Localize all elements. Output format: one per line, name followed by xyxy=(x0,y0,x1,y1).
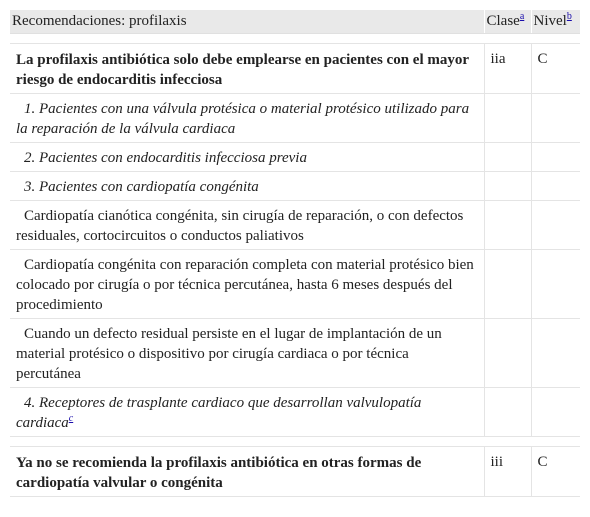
header-row xyxy=(10,10,580,34)
table-row xyxy=(10,44,580,94)
recommendations-table-container xyxy=(10,10,580,497)
table-row xyxy=(10,94,580,143)
nivel-cell xyxy=(531,172,580,201)
header-nivel-label: Nivel xyxy=(533,13,567,29)
table-row xyxy=(10,201,580,250)
clase-cell xyxy=(484,201,531,250)
table-row xyxy=(10,319,580,388)
table-row xyxy=(10,250,580,319)
nivel-cell xyxy=(531,143,580,172)
recommendation-text: Cardiopatía cianótica congénita, sin cirugía de reparación, o con defectos residuales, cortocircuitos o conductos paliativos xyxy=(10,201,484,250)
clase-cell xyxy=(484,143,531,172)
nivel-cell xyxy=(531,94,580,143)
clase-cell: iii xyxy=(484,447,531,497)
nivel-cell xyxy=(531,201,580,250)
nivel-cell xyxy=(531,319,580,388)
recommendation-text: Ya no se recomienda la profilaxis antibiótica en otras formas de cardiopatía valvular o congénita xyxy=(10,447,484,497)
nivel-cell xyxy=(531,388,580,437)
header-recomendaciones-label: Recomendaciones: profilaxis xyxy=(12,13,187,29)
spacer-row xyxy=(10,437,580,447)
table-row xyxy=(10,143,580,172)
clase-cell xyxy=(484,388,531,437)
table-header xyxy=(10,10,580,34)
header-nivel xyxy=(531,10,580,34)
table-row xyxy=(10,388,580,437)
recommendations-table xyxy=(10,10,580,497)
recommendation-text: La profilaxis antibiótica solo debe emplearse en pacientes con el mayor riesgo de endocarditis infecciosa xyxy=(10,44,484,94)
spacer-row xyxy=(10,34,580,44)
recommendation-text: 1. Pacientes con una válvula protésica o material protésico utilizado para la reparación de la válvula cardiaca xyxy=(10,94,484,143)
footnote-link-a[interactable]: a xyxy=(519,11,525,22)
recommendation-text: 3. Pacientes con cardiopatía congénita xyxy=(10,172,484,201)
clase-cell xyxy=(484,250,531,319)
nivel-cell: C xyxy=(531,44,580,94)
clase-cell xyxy=(484,172,531,201)
recommendation-text: Cardiopatía congénita con reparación completa con material protésico bien colocado por cirugía o por técnica percutánea, hasta 6 meses después del procedimiento xyxy=(10,250,484,319)
clase-cell xyxy=(484,94,531,143)
recommendation-text: 2. Pacientes con endocarditis infecciosa previa xyxy=(10,143,484,172)
header-clase-label: Clase xyxy=(486,13,520,29)
recommendation-cell xyxy=(10,388,484,437)
clase-cell xyxy=(484,319,531,388)
header-clase xyxy=(484,10,531,34)
footnote-link-c[interactable]: c xyxy=(68,413,74,424)
recommendation-text: Cuando un defecto residual persiste en el lugar de implantación de un material protésico o dispositivo por cirugía cardiaca o por técnica percutánea xyxy=(10,319,484,388)
nivel-cell: C xyxy=(531,447,580,497)
nivel-cell xyxy=(531,250,580,319)
table-row xyxy=(10,172,580,201)
footnote-link-b[interactable]: b xyxy=(566,11,572,22)
table-row xyxy=(10,447,580,497)
header-recomendaciones xyxy=(10,10,484,34)
recommendation-text: 4. Receptores de trasplante cardiaco que desarrollan valvulopatía cardiaca xyxy=(16,395,422,431)
table-body xyxy=(10,34,580,497)
clase-cell: iia xyxy=(484,44,531,94)
